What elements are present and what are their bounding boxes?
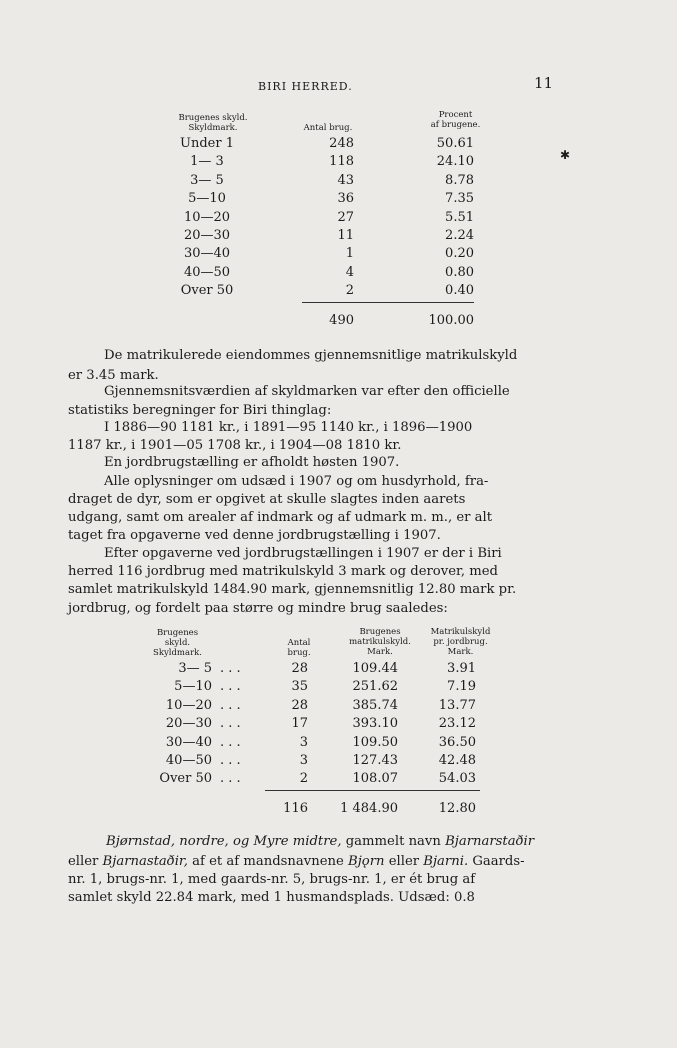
table2-cell-count: 2 (299, 771, 308, 787)
table2-cell-avg: 7.19 (447, 679, 476, 695)
paragraph-5-line-3: samlet matrikulskyld 1484.90 mark, gjennemsnitlig 12.80 mark pr. (68, 582, 517, 597)
table2-col2-header-line: Antal (287, 638, 311, 648)
table1-total-count: 490 (329, 313, 354, 328)
table2-cell-total: 127.43 (352, 753, 398, 768)
table2-cell-range: 10—20 (165, 697, 212, 713)
table2-cell-total: 109.50 (352, 734, 398, 750)
table2-cell-range: Over 50 (159, 771, 212, 787)
table1-cell-count: 36 (337, 191, 354, 207)
personal-name-italic: Bjarni. (423, 854, 469, 869)
table1-cell-range: 40—50 (183, 264, 231, 280)
table2-col1-header-line: Skyldmark. (153, 648, 202, 658)
table1-cell-range: 10—20 (183, 209, 231, 225)
table1-cell-count: 43 (337, 172, 354, 188)
table1-cell-pct: 24.10 (436, 154, 474, 170)
table1-total-pct: 100.00 (428, 313, 474, 328)
table1-cell-range: 3— 5 (190, 172, 224, 188)
table2-dot-leader: . . . (220, 697, 241, 713)
table2-cell-range: 30—40 (165, 734, 212, 750)
table2-cell-count: 35 (291, 679, 308, 695)
paragraph-1-line-1: De matrikulerede eiendommes gjennemsnitlige matrikulskyld (104, 348, 518, 363)
paragraph-2-line-1: Gjennemsnitsværdien af skyldmarken var efter den officielle (104, 384, 510, 399)
paragraph-2-line-4: 1187 kr., i 1901—05 1708 kr., i 1904—08 1810 kr. (68, 438, 402, 453)
final-paragraph-line-4: samlet skyld 22.84 mark, med 1 husmandsplads. Udsæd: 0.8 (68, 890, 475, 905)
table2-cell-count: 3 (299, 753, 308, 768)
table2-dot-leader: . . . (220, 734, 241, 750)
table1-cell-count: 248 (329, 136, 354, 151)
table1-cell-range: 1— 3 (190, 154, 224, 170)
table1-cell-pct: 0.40 (445, 283, 474, 299)
table2-cell-avg: 54.03 (438, 771, 476, 787)
table2-col4-header-line: Mark. (447, 647, 474, 657)
paragraph-5-line-1: Efter opgaverne ved jordbrugstællingen i 1907 er der i Biri (104, 546, 502, 561)
personal-name-italic: Bjǫrn (348, 854, 385, 869)
table2-col3-header (340, 627, 420, 657)
table1-col1-header-line: Skyldmark. (188, 123, 238, 133)
table1-col3-header (418, 110, 493, 130)
table2-col4-header-line: Matrikulskyld (430, 627, 491, 637)
table1-cell-count: 27 (337, 209, 354, 225)
paragraph-4-line-4: taget fra opgaverne ved denne jordbrugstælling i 1907. (68, 528, 441, 543)
paragraph-2-line-3: I 1886—90 1181 kr., i 1891—95 1140 kr., i 1896—1900 (104, 420, 473, 435)
table1-col1-header (168, 113, 258, 133)
table2-cell-count: 3 (299, 734, 308, 750)
final-text: af et af mandsnavnene (187, 854, 349, 869)
table2-cell-total: 393.10 (352, 716, 398, 732)
table1-cell-count: 11 (337, 228, 354, 243)
table2-cell-avg: 36.50 (438, 734, 476, 750)
paragraph-5-line-4: jordbrug, og fordelt paa større og mindre brug saaledes: (68, 601, 448, 616)
table1-col2-header: Antal brug. (303, 123, 353, 133)
table2-cell-range: 20—30 (165, 716, 212, 732)
table1-cell-range: Under 1 (180, 136, 234, 151)
paragraph-5-line-2: herred 116 jordbrug med matrikulskyld 3 mark og derover, med (68, 564, 498, 579)
table2-cell-avg: 3.91 (447, 661, 476, 676)
table2-col1-header-line: Brugenes (156, 628, 199, 638)
final-paragraph-line-3: nr. 1, brugs-nr. 1, med gaards-nr. 5, brugs-nr. 1, er ét brug af (68, 872, 476, 887)
final-text: Gaards- (468, 854, 525, 869)
table1-cell-pct: 0.80 (445, 264, 474, 280)
page-header-title: BIRI HERRED. (258, 80, 353, 93)
table1-cell-pct: 7.35 (445, 191, 474, 207)
table2-dot-leader: . . . (220, 661, 241, 676)
table1-cell-pct: 0.20 (445, 246, 474, 262)
table1-cell-pct: 8.78 (445, 172, 474, 188)
table2-col3-header-line: Mark. (367, 647, 393, 657)
table2-dot-leader: . . . (220, 716, 241, 732)
final-paragraph-line-2 (68, 852, 525, 872)
farm-names-italic: Bjørnstad, nordre, og Myre midtre, (106, 834, 342, 849)
table2-cell-range: 3— 5 (178, 661, 212, 676)
table2-cell-range: 40—50 (165, 753, 212, 768)
table2-col1-header-line: skyld. (164, 638, 191, 648)
final-text: eller (384, 854, 424, 869)
table2-dot-leader: . . . (220, 771, 241, 787)
table2-col1-header (145, 628, 210, 658)
table2-total-sum: 1 484.90 (340, 801, 398, 816)
paragraph-1-line-2: er 3.45 mark. (68, 368, 159, 383)
table2-cell-count: 17 (291, 716, 308, 732)
table2-cell-total: 385.74 (352, 697, 398, 713)
table2-cell-total: 251.62 (352, 679, 398, 695)
table1-cell-pct: 5.51 (445, 209, 474, 225)
table2-col4-header (418, 627, 503, 657)
table1-total-rule (302, 302, 474, 303)
table2-cell-avg: 42.48 (438, 753, 476, 768)
table1-cell-range: Over 50 (180, 283, 234, 299)
table2-dot-leader: . . . (220, 753, 241, 768)
table1-cell-range: 30—40 (183, 246, 231, 262)
table2-cell-total: 108.07 (352, 771, 398, 787)
table2-cell-avg: 13.77 (438, 697, 476, 713)
page-number: 11 (534, 74, 554, 92)
table2-cell-count: 28 (291, 661, 308, 676)
table2-col3-header-line: matrikulskyld. (349, 637, 411, 647)
old-name-italic: Bjarnarstaðir (445, 834, 535, 849)
table2-col2-header (278, 638, 320, 658)
ink-speck-decoration: ✱ (560, 148, 571, 162)
paragraph-4-line-2: draget de dyr, som er opgivet at skulle slagtes inden aarets (68, 492, 466, 507)
paragraph-2-line-2: statistiks beregninger for Biri thinglag: (68, 403, 332, 418)
table1-cell-count: 2 (345, 283, 354, 299)
table1-cell-pct: 2.24 (445, 228, 474, 243)
table1-cell-pct: 50.61 (436, 136, 474, 151)
table1-cell-range: 5—10 (188, 191, 226, 207)
table2-cell-avg: 23.12 (438, 716, 476, 732)
table1-col3-header-line: af brugene. (430, 120, 481, 130)
table2-cell-range: 5—10 (174, 679, 212, 695)
paragraph-4-line-3: udgang, samt om arealer af indmark og af udmark m. m., er alt (68, 510, 493, 525)
table1-col3-header-line: Procent (438, 110, 473, 120)
table1-col1-header-line: Brugenes skyld. (178, 113, 248, 123)
old-name-italic: Bjarnastaðir, (102, 854, 188, 869)
table2-total-rule (265, 790, 480, 791)
table2-col2-header-line: brug. (287, 648, 311, 658)
table2-col3-header-line: Brugenes (359, 627, 401, 637)
table1-cell-count: 118 (329, 154, 354, 170)
table1-cell-count: 1 (345, 246, 354, 262)
table2-cell-count: 28 (291, 697, 308, 713)
paragraph-3-line-1: En jordbrugstælling er afholdt høsten 1907. (104, 455, 400, 470)
table1-cell-range: 20—30 (183, 228, 231, 243)
table2-col4-header-line: pr. jordbrug. (433, 637, 488, 647)
paragraph-4-line-1: Alle oplysninger om udsæd i 1907 og om husdyrhold, fra- (104, 474, 489, 489)
table1-cell-count: 4 (345, 264, 354, 280)
table2-dot-leader: . . . (220, 679, 241, 695)
final-text: gammelt navn (341, 834, 446, 849)
table2-total-avg: 12.80 (438, 801, 476, 816)
final-paragraph-line-1 (106, 832, 534, 852)
final-text: eller (68, 854, 103, 869)
table2-cell-total: 109.44 (352, 661, 398, 676)
table2-total-count: 116 (283, 801, 308, 816)
